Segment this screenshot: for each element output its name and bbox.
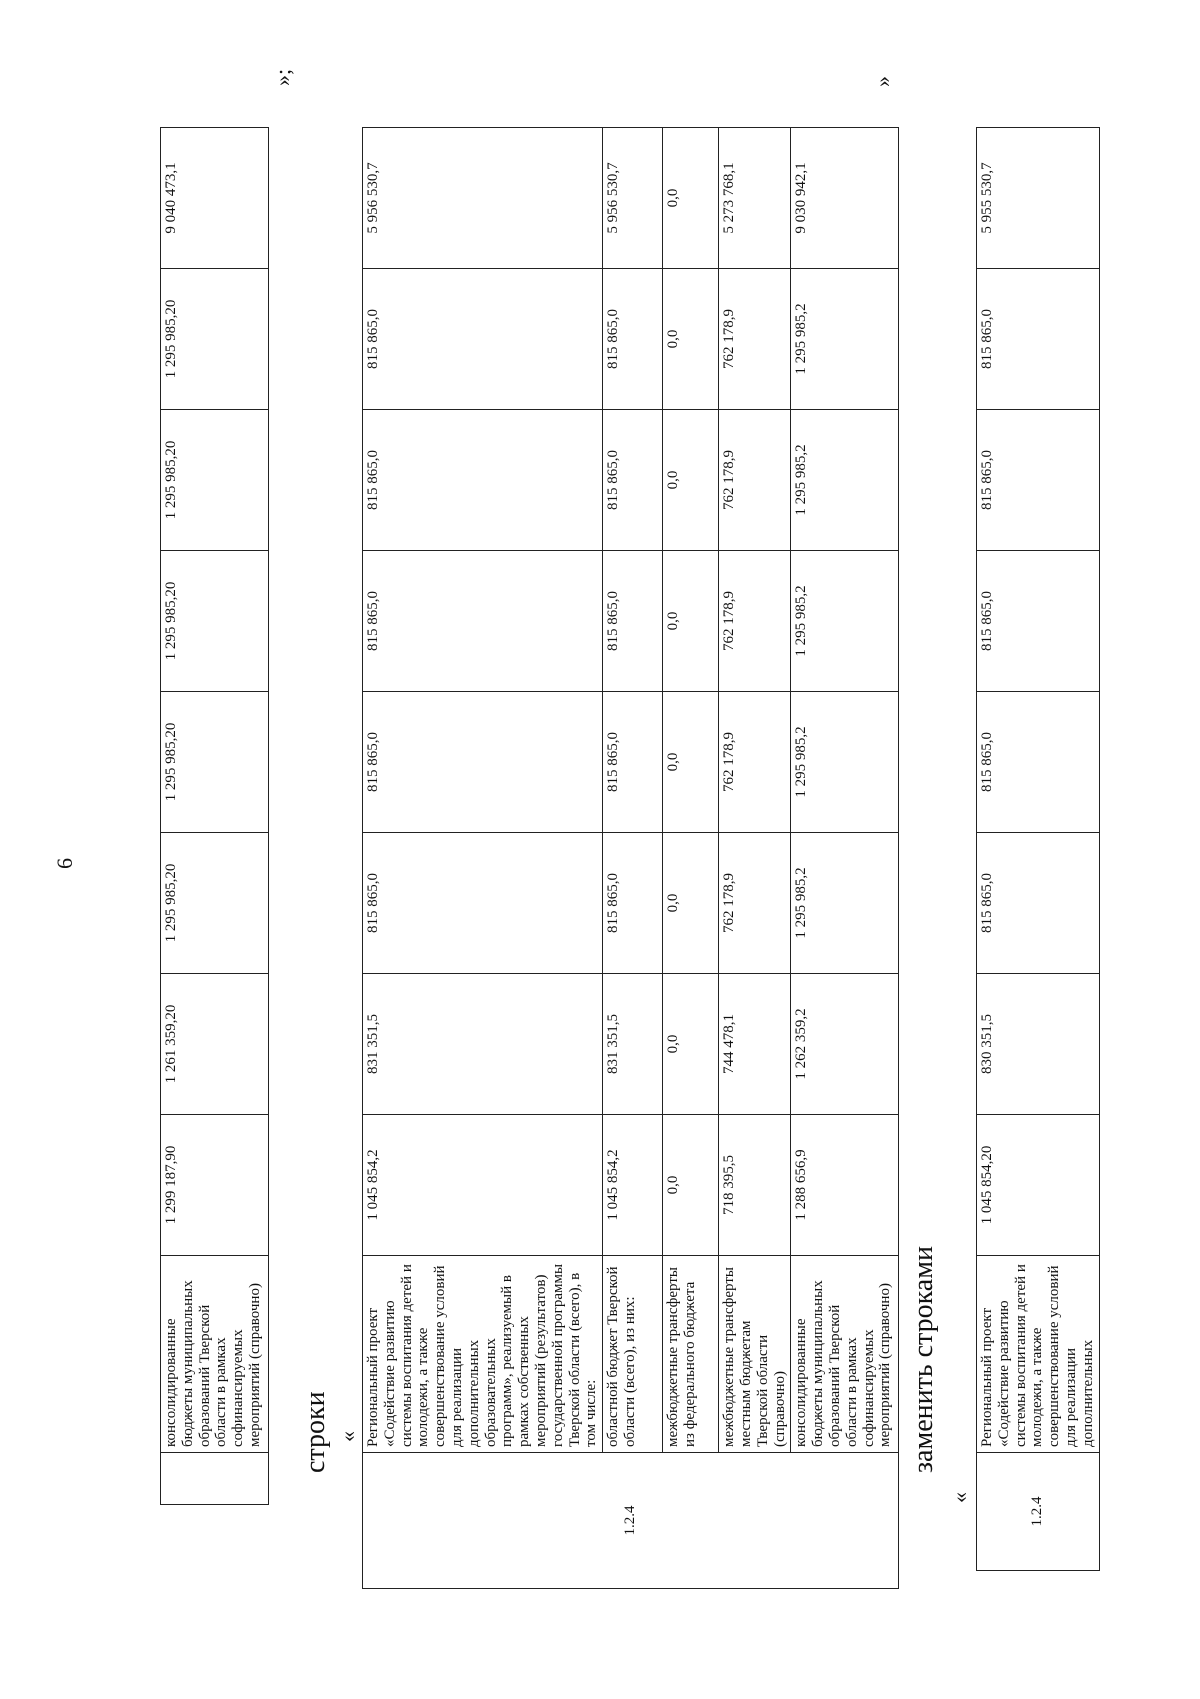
row-code-cell: 1.2.4: [977, 1453, 1100, 1571]
value-cell: 1 288 656,9: [791, 1115, 899, 1256]
heading-strings: строки: [300, 1391, 331, 1473]
value-cell: 0,0: [663, 974, 719, 1115]
value-cell: 831 351,5: [363, 974, 603, 1115]
closing-quote: »: [870, 76, 895, 87]
value-cell: 815 865,0: [977, 410, 1100, 551]
value-cell: 815 865,0: [977, 269, 1100, 410]
value-cell: 1 295 985,20: [161, 269, 269, 410]
budget-table-new-rows: [976, 127, 1100, 1571]
row-code-cell: 1.2.4: [363, 1453, 899, 1589]
table-row: [603, 128, 663, 1589]
table-row: [363, 128, 603, 1589]
value-cell: 5 273 768,1: [719, 128, 791, 269]
value-cell: 0,0: [663, 269, 719, 410]
value-cell: 1 295 985,2: [791, 410, 899, 551]
value-cell: 1 295 985,2: [791, 551, 899, 692]
value-cell: 0,0: [663, 128, 719, 269]
row-label-cell: Региональный проект «Содействие развитию системы воспитания детей и молодежи, а также совершенствование условий для реализации дополнительных: [977, 1256, 1100, 1453]
value-cell: 1 295 985,20: [161, 692, 269, 833]
value-cell: 1 295 985,20: [161, 833, 269, 974]
value-cell: 1 261 359,20: [161, 974, 269, 1115]
value-cell: 1 295 985,20: [161, 551, 269, 692]
value-cell: 1 295 985,20: [161, 410, 269, 551]
value-cell: 815 865,0: [603, 269, 663, 410]
value-cell: 815 865,0: [363, 410, 603, 551]
value-cell: 718 395,5: [719, 1115, 791, 1256]
value-cell: 762 178,9: [719, 692, 791, 833]
value-cell: 0,0: [663, 410, 719, 551]
value-cell: 1 295 985,2: [791, 692, 899, 833]
value-cell: 9 030 942,1: [791, 128, 899, 269]
value-cell: 1 262 359,2: [791, 974, 899, 1115]
opening-quote: «: [947, 1492, 972, 1503]
table-row: [977, 128, 1100, 1571]
value-cell: 815 865,0: [977, 833, 1100, 974]
value-cell: 815 865,0: [363, 833, 603, 974]
value-cell: 5 955 530,7: [977, 128, 1100, 269]
value-cell: 0,0: [663, 1115, 719, 1256]
page-number: 6: [52, 858, 77, 869]
value-cell: 1 299 187,90: [161, 1115, 269, 1256]
budget-table-top: [160, 127, 269, 1505]
row-code-cell: [161, 1453, 269, 1505]
value-cell: 815 865,0: [977, 551, 1100, 692]
value-cell: 815 865,0: [603, 410, 663, 551]
value-cell: 5 956 530,7: [603, 128, 663, 269]
value-cell: 1 295 985,2: [791, 833, 899, 974]
value-cell: 762 178,9: [719, 410, 791, 551]
row-label-cell: межбюджетные трансферты местным бюджетам Тверской области (справочно): [719, 1256, 791, 1453]
value-cell: 1 045 854,20: [977, 1115, 1100, 1256]
value-cell: 830 351,5: [977, 974, 1100, 1115]
value-cell: 9 040 473,1: [161, 128, 269, 269]
budget-table-old-rows: [362, 127, 899, 1589]
value-cell: 762 178,9: [719, 551, 791, 692]
value-cell: 1 045 854,2: [603, 1115, 663, 1256]
table-row: [663, 128, 719, 1589]
table-row: [791, 128, 899, 1589]
value-cell: 815 865,0: [977, 692, 1100, 833]
opening-quote: «: [335, 1431, 360, 1442]
value-cell: 815 865,0: [603, 551, 663, 692]
table-row: [719, 128, 791, 1589]
row-label-cell: Региональный проект «Содействие развитию системы воспитания детей и молодежи, а также совершенствование условий для реализации дополнительных образовательных программ», реализуемый в рамках собственных мероприятий (результатов) государственной программы Тверской области (всего), в том числе:: [363, 1256, 603, 1453]
value-cell: 815 865,0: [603, 692, 663, 833]
value-cell: 815 865,0: [363, 269, 603, 410]
value-cell: 0,0: [663, 692, 719, 833]
closing-quote-semicolon: »;: [270, 68, 295, 86]
value-cell: 5 956 530,7: [363, 128, 603, 269]
row-label-cell: межбюджетные трансферты из федерального бюджета: [663, 1256, 719, 1453]
value-cell: 762 178,9: [719, 269, 791, 410]
value-cell: 0,0: [663, 833, 719, 974]
heading-replace: заменить строками: [908, 1246, 939, 1473]
value-cell: 815 865,0: [363, 551, 603, 692]
row-label-cell: консолидированные бюджеты муниципальных образований Тверской области в рамках софинансируемых мероприятий (справочно): [791, 1256, 899, 1453]
table-row: [161, 128, 269, 1505]
value-cell: 762 178,9: [719, 833, 791, 974]
value-cell: 831 351,5: [603, 974, 663, 1115]
row-label-cell: областной бюджет Тверской области (всего), из них:: [603, 1256, 663, 1453]
value-cell: 1 045 854,2: [363, 1115, 603, 1256]
value-cell: 815 865,0: [363, 692, 603, 833]
value-cell: 1 295 985,2: [791, 269, 899, 410]
value-cell: 0,0: [663, 551, 719, 692]
row-label-cell: консолидированные бюджеты муниципальных образований Тверской области в рамках софинансируемых мероприятий (справочно): [161, 1256, 269, 1453]
value-cell: 744 478,1: [719, 974, 791, 1115]
value-cell: 815 865,0: [603, 833, 663, 974]
